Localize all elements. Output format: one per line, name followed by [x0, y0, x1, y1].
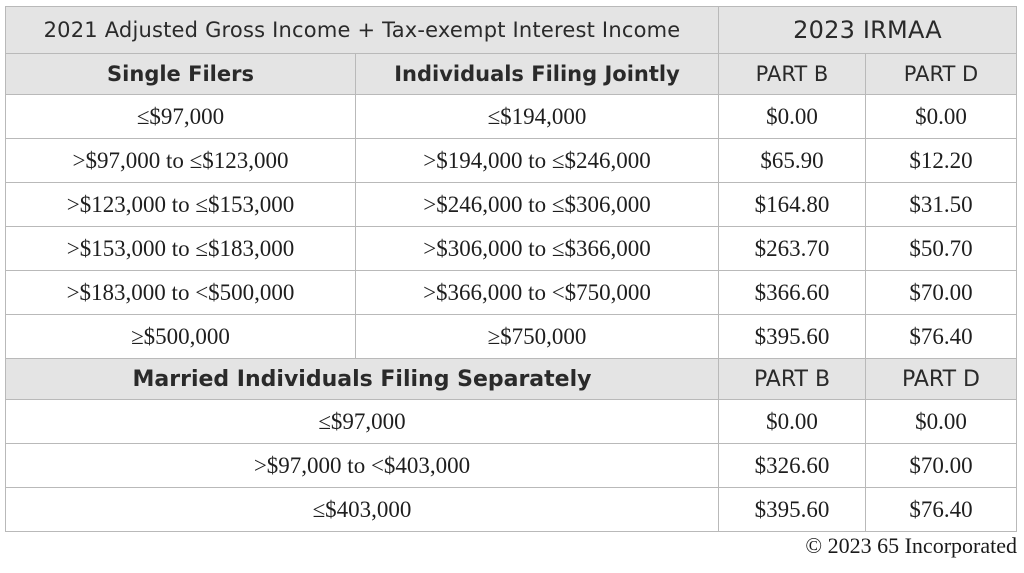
table-row: [6, 95, 1017, 139]
table-row: [6, 271, 1017, 315]
part-b-cell: $395.60: [719, 315, 866, 359]
income-title: 2021 Adjusted Gross Income + Tax-exempt Interest Income: [6, 7, 719, 54]
part-d-cell: $12.20: [866, 139, 1017, 183]
part-b-cell: $0.00: [719, 400, 866, 444]
part-d-header: PART D: [866, 54, 1017, 95]
table-row: [6, 183, 1017, 227]
irmaa-table: [5, 6, 1017, 532]
copyright-notice: © 2023 65 Incorporated: [805, 533, 1017, 558]
table-row: [6, 139, 1017, 183]
part-d-cell: $76.40: [866, 315, 1017, 359]
part-b-cell: $366.60: [719, 271, 866, 315]
single-income-cell: ≥$500,000: [6, 315, 356, 359]
irmaa-title: 2023 IRMAA: [719, 7, 1017, 54]
part-b-header: PART B: [719, 54, 866, 95]
part-d-cell: $70.00: [866, 271, 1017, 315]
part-b-cell: $0.00: [719, 95, 866, 139]
single-income-cell: >$123,000 to ≤$153,000: [6, 183, 356, 227]
single-income-cell: >$97,000 to ≤$123,000: [6, 139, 356, 183]
part-d-header: PART D: [866, 359, 1017, 400]
part-d-cell: $76.40: [866, 488, 1017, 532]
single-income-cell: >$153,000 to ≤$183,000: [6, 227, 356, 271]
part-d-cell: $31.50: [866, 183, 1017, 227]
part-b-header: PART B: [719, 359, 866, 400]
part-d-cell: $70.00: [866, 444, 1017, 488]
joint-income-cell: ≥$750,000: [356, 315, 719, 359]
table-row: [6, 400, 1017, 444]
part-b-cell: $164.80: [719, 183, 866, 227]
table-row: [6, 488, 1017, 532]
married-separately-header: Married Individuals Filing Separately: [6, 359, 719, 400]
part-b-cell: $263.70: [719, 227, 866, 271]
column-header-row: [6, 54, 1017, 95]
joint-income-cell: >$366,000 to <$750,000: [356, 271, 719, 315]
part-b-cell: $326.60: [719, 444, 866, 488]
table-row: [6, 315, 1017, 359]
table-title-row: [6, 7, 1017, 54]
separate-header-row: [6, 359, 1017, 400]
part-d-cell: $0.00: [866, 95, 1017, 139]
separate-income-cell: ≤$97,000: [6, 400, 719, 444]
single-income-cell: ≤$97,000: [6, 95, 356, 139]
joint-income-cell: >$306,000 to ≤$366,000: [356, 227, 719, 271]
joint-income-cell: >$246,000 to ≤$306,000: [356, 183, 719, 227]
separate-income-cell: >$97,000 to <$403,000: [6, 444, 719, 488]
separate-income-cell: ≤$403,000: [6, 488, 719, 532]
single-income-cell: >$183,000 to <$500,000: [6, 271, 356, 315]
part-b-cell: $395.60: [719, 488, 866, 532]
part-b-cell: $65.90: [719, 139, 866, 183]
single-filers-header: Single Filers: [6, 54, 356, 95]
joint-income-cell: >$194,000 to ≤$246,000: [356, 139, 719, 183]
part-d-cell: $50.70: [866, 227, 1017, 271]
joint-income-cell: ≤$194,000: [356, 95, 719, 139]
table-row: [6, 227, 1017, 271]
part-d-cell: $0.00: [866, 400, 1017, 444]
joint-filers-header: Individuals Filing Jointly: [356, 54, 719, 95]
table-row: [6, 444, 1017, 488]
